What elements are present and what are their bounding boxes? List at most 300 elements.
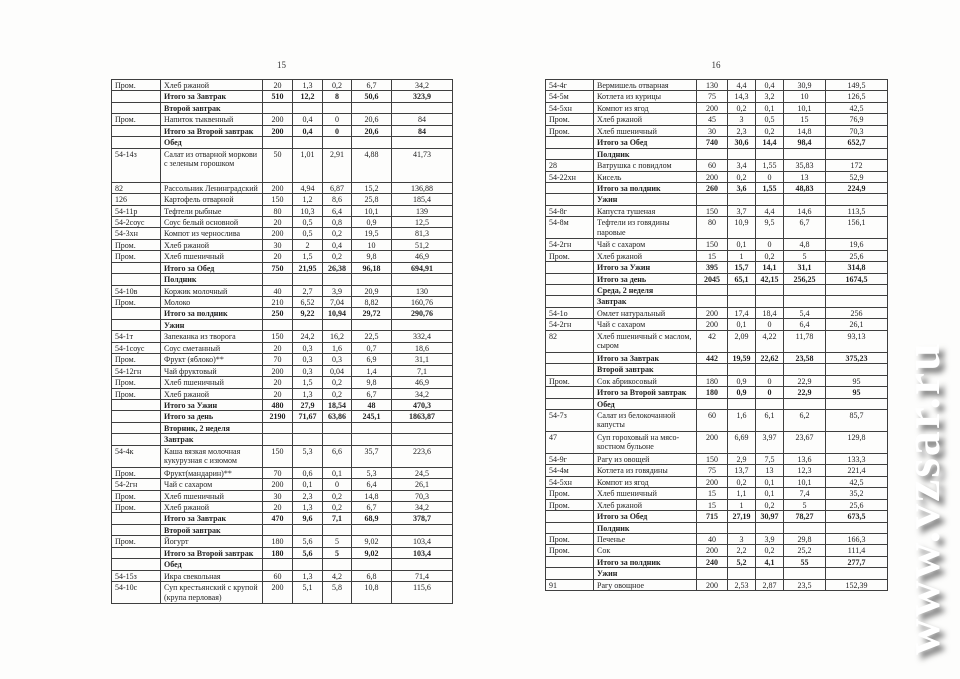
carbs: 5,3	[352, 467, 392, 478]
dish-row	[546, 499, 888, 510]
dish-name: Сок	[594, 545, 697, 556]
dish-name: Тефтели из говядины паровые	[594, 217, 697, 239]
calories: 81,3	[392, 228, 453, 239]
protein	[293, 434, 323, 445]
fat: 3,9	[756, 534, 784, 545]
dish-name: Суп крестьянский с крупой (крупа перловая)	[161, 582, 263, 604]
fat: 0,2	[756, 125, 784, 136]
protein: 17,4	[728, 307, 756, 318]
portion-weight	[697, 522, 728, 533]
fat: 8,6	[323, 194, 352, 205]
portion-weight: 75	[697, 465, 728, 476]
portion-weight	[263, 274, 293, 285]
calories: 42,5	[826, 102, 888, 113]
carbs: 4,8	[784, 239, 826, 250]
protein	[728, 568, 756, 579]
portion-weight: 60	[697, 160, 728, 171]
page-number-right: 16	[711, 60, 721, 70]
dish-name: Икра свекольная	[161, 570, 263, 581]
carbs: 15	[784, 114, 826, 125]
carbs: 29,72	[352, 308, 392, 319]
protein: 2,3	[293, 490, 323, 501]
dish-name: Хлеб пшеничный с маслом, сыром	[594, 330, 697, 352]
carbs: 48	[352, 399, 392, 410]
dish-row	[546, 534, 888, 545]
carbs: 6,2	[784, 409, 826, 431]
carbs	[352, 559, 392, 570]
portion-weight: 395	[697, 262, 728, 273]
carbs	[352, 434, 392, 445]
dish-name: Вермишель отварная	[594, 80, 697, 91]
portion-weight: 150	[263, 194, 293, 205]
fat: 13	[756, 465, 784, 476]
row-code: Пром.	[546, 125, 594, 136]
total-row	[112, 91, 453, 102]
dish-name: Полдник	[161, 274, 263, 285]
portion-weight: 510	[263, 91, 293, 102]
calories: 149,5	[826, 80, 888, 91]
total-row	[546, 137, 888, 148]
protein	[293, 422, 323, 433]
protein: 0,1	[293, 479, 323, 490]
carbs	[352, 274, 392, 285]
carbs: 10,8	[352, 582, 392, 604]
total-row	[546, 387, 888, 398]
protein: 0,9	[728, 375, 756, 386]
row-code: 54-1соус	[112, 342, 161, 353]
fat: 0,2	[323, 388, 352, 399]
carbs: 6,8	[352, 570, 392, 581]
protein: 5,3	[293, 445, 323, 467]
portion-weight: 40	[263, 285, 293, 296]
row-code	[546, 137, 594, 148]
portion-weight: 60	[697, 409, 728, 431]
protein: 0,2	[728, 171, 756, 182]
dish-name: Соус сметанный	[161, 342, 263, 353]
dish-name: Картофель отварной	[161, 194, 263, 205]
dish-row	[112, 331, 453, 342]
row-code: 54-9г	[546, 453, 594, 464]
carbs: 6,7	[352, 502, 392, 513]
protein: 4,4	[728, 80, 756, 91]
portion-weight: 20	[263, 80, 293, 91]
section-row	[112, 422, 453, 433]
row-code: 54-10с	[112, 582, 161, 604]
dish-row	[546, 307, 888, 318]
portion-weight: 150	[697, 239, 728, 250]
fat: 0,1	[323, 467, 352, 478]
portion-weight: 260	[697, 182, 728, 193]
calories: 139	[392, 205, 453, 216]
carbs: 10	[352, 239, 392, 250]
carbs	[784, 568, 826, 579]
row-code: Пром.	[546, 250, 594, 261]
fat: 7,5	[756, 453, 784, 464]
row-code: Пром.	[546, 534, 594, 545]
calories	[826, 364, 888, 375]
calories: 51,2	[392, 239, 453, 250]
dish-row	[112, 490, 453, 501]
section-row	[112, 137, 453, 148]
row-code: 54-14з	[112, 148, 161, 182]
dish-row	[112, 114, 453, 125]
fat: 0	[756, 319, 784, 330]
dish-name: Хлеб пшеничный	[161, 251, 263, 262]
calories	[826, 522, 888, 533]
carbs	[784, 148, 826, 159]
dish-row	[112, 582, 453, 604]
fat: 6,87	[323, 182, 352, 193]
portion-weight: 200	[697, 319, 728, 330]
dish-name: Печенье	[594, 534, 697, 545]
portion-weight: 180	[263, 536, 293, 547]
carbs: 15,2	[352, 182, 392, 193]
fat	[323, 137, 352, 148]
row-code: 82	[546, 330, 594, 352]
calories: 103,4	[392, 547, 453, 558]
protein: 0,3	[293, 354, 323, 365]
dish-name: Итого за Обед	[594, 511, 697, 522]
row-code: 54-4к	[112, 445, 161, 467]
dish-row	[546, 375, 888, 386]
dish-name: Кисель	[594, 171, 697, 182]
fat: 0,1	[756, 476, 784, 487]
dish-row	[112, 354, 453, 365]
portion-weight: 2190	[263, 411, 293, 422]
protein: 0,1	[728, 239, 756, 250]
portion-weight	[697, 296, 728, 307]
row-code: Пром.	[112, 490, 161, 501]
protein: 1,1	[728, 488, 756, 499]
row-code	[112, 411, 161, 422]
protein	[728, 148, 756, 159]
portion-weight: 75	[697, 91, 728, 102]
fat: 2,87	[756, 579, 784, 590]
row-code: 54-8м	[546, 217, 594, 239]
protein: 1	[728, 250, 756, 261]
row-code	[112, 399, 161, 410]
fat: 0	[756, 375, 784, 386]
calories	[392, 319, 453, 330]
calories: 25,6	[826, 250, 888, 261]
fat: 0,5	[756, 114, 784, 125]
dish-name: Итого за полдник	[594, 182, 697, 193]
protein: 1,5	[293, 251, 323, 262]
row-code: 54-5хн	[546, 476, 594, 487]
fat: 0,1	[756, 488, 784, 499]
dish-row	[112, 80, 453, 91]
carbs: 5,4	[784, 307, 826, 318]
calories: 34,2	[392, 388, 453, 399]
row-code: 82	[112, 182, 161, 193]
section-row	[546, 364, 888, 375]
portion-weight: 80	[263, 205, 293, 216]
total-row	[546, 352, 888, 363]
row-code: 54-2соус	[112, 216, 161, 227]
protein: 1	[728, 499, 756, 510]
carbs: 9,02	[352, 536, 392, 547]
row-code: 28	[546, 160, 594, 171]
dish-name: Компот из ягод	[594, 476, 697, 487]
dish-name: Полдник	[594, 522, 697, 533]
protein: 1,3	[293, 388, 323, 399]
portion-weight: 20	[263, 342, 293, 353]
portion-weight: 30	[263, 490, 293, 501]
dish-name: Итого за Завтрак	[161, 513, 263, 524]
protein: 12,2	[293, 91, 323, 102]
calories: 223,6	[392, 445, 453, 467]
row-code	[112, 524, 161, 535]
portion-weight	[263, 559, 293, 570]
carbs: 68,9	[352, 513, 392, 524]
calories: 34,2	[392, 502, 453, 513]
protein: 1,3	[293, 502, 323, 513]
fat: 7,04	[323, 297, 352, 308]
total-row	[546, 182, 888, 193]
carbs: 245,1	[352, 411, 392, 422]
carbs	[352, 102, 392, 113]
portion-weight: 40	[697, 534, 728, 545]
calories: 26,1	[392, 479, 453, 490]
protein: 2,2	[728, 545, 756, 556]
portion-weight: 70	[263, 354, 293, 365]
total-row	[112, 399, 453, 410]
calories: 24,5	[392, 467, 453, 478]
dish-name: Каша вязкая молочная кукурузная с изюмом	[161, 445, 263, 467]
dish-row	[112, 536, 453, 547]
fat	[323, 422, 352, 433]
calories: 34,2	[392, 80, 453, 91]
fat: 4,4	[756, 205, 784, 216]
carbs	[784, 398, 826, 409]
row-code	[546, 194, 594, 205]
fat: 0,2	[756, 545, 784, 556]
carbs: 4,88	[352, 148, 392, 182]
protein: 13,7	[728, 465, 756, 476]
section-row	[112, 319, 453, 330]
fat: 0	[756, 171, 784, 182]
carbs: 7,4	[784, 488, 826, 499]
total-row	[112, 411, 453, 422]
protein: 0,5	[293, 228, 323, 239]
carbs: 20,6	[352, 125, 392, 136]
fat	[323, 524, 352, 535]
calories: 42,5	[826, 476, 888, 487]
row-code: 54-7з	[546, 409, 594, 431]
row-code	[112, 125, 161, 136]
dish-name: Йогурт	[161, 536, 263, 547]
calories: 290,76	[392, 308, 453, 319]
fat: 0,1	[756, 102, 784, 113]
portion-weight: 20	[263, 216, 293, 227]
protein: 0,6	[293, 467, 323, 478]
carbs: 6,7	[784, 217, 826, 239]
protein: 2	[293, 239, 323, 250]
protein: 5,6	[293, 547, 323, 558]
dish-row	[112, 251, 453, 262]
fat: 14,4	[756, 137, 784, 148]
dish-name: Сок абрикосовый	[594, 375, 697, 386]
dish-row	[112, 445, 453, 467]
row-code: 54-8г	[546, 205, 594, 216]
carbs	[784, 522, 826, 533]
fat: 22,62	[756, 352, 784, 363]
portion-weight: 200	[263, 365, 293, 376]
calories: 332,4	[392, 331, 453, 342]
dish-row	[546, 205, 888, 216]
dish-row	[546, 579, 888, 590]
carbs: 8,82	[352, 297, 392, 308]
calories: 52,9	[826, 171, 888, 182]
total-row	[112, 308, 453, 319]
dish-name: Второй завтрак	[594, 364, 697, 375]
section-row	[546, 398, 888, 409]
row-code: Пром.	[112, 239, 161, 250]
calories	[826, 148, 888, 159]
portion-weight: 180	[697, 387, 728, 398]
section-row	[546, 522, 888, 533]
calories: 71,4	[392, 570, 453, 581]
dish-row	[546, 80, 888, 91]
row-code: 54-1т	[112, 331, 161, 342]
dish-name: Обед	[161, 137, 263, 148]
dish-name: Второй завтрак	[161, 102, 263, 113]
protein: 30,6	[728, 137, 756, 148]
row-code	[112, 137, 161, 148]
portion-weight	[697, 364, 728, 375]
fat: 2,91	[323, 148, 352, 182]
calories: 129,8	[826, 431, 888, 453]
calories	[392, 274, 453, 285]
protein	[293, 559, 323, 570]
fat	[756, 148, 784, 159]
dish-row	[546, 160, 888, 171]
section-row	[546, 296, 888, 307]
total-row	[546, 556, 888, 567]
dish-name: Чай с сахаром	[594, 319, 697, 330]
portion-weight: 210	[263, 297, 293, 308]
dish-name: Второй завтрак	[161, 524, 263, 535]
carbs	[352, 319, 392, 330]
dish-name: Капуста тушеная	[594, 205, 697, 216]
row-code: Пром.	[112, 251, 161, 262]
section-row	[112, 524, 453, 535]
fat: 1,55	[756, 160, 784, 171]
calories: 111,4	[826, 545, 888, 556]
calories: 224,9	[826, 182, 888, 193]
dish-name: Салат из отварной моркови с зеленым горошком	[161, 148, 263, 182]
dish-row	[112, 365, 453, 376]
portion-weight: 240	[697, 556, 728, 567]
fat: 0	[323, 114, 352, 125]
row-code: 54-12гн	[112, 365, 161, 376]
calories: 46,9	[392, 251, 453, 262]
portion-weight: 150	[263, 331, 293, 342]
portion-weight: 45	[697, 114, 728, 125]
fat: 6,4	[323, 205, 352, 216]
protein: 1,01	[293, 148, 323, 182]
dish-name: Ватрушка с повидлом	[594, 160, 697, 171]
dish-name: Тефтели рыбные	[161, 205, 263, 216]
row-code	[112, 308, 161, 319]
dish-row	[112, 228, 453, 239]
dish-row	[546, 545, 888, 556]
protein: 0,2	[728, 476, 756, 487]
dish-row	[546, 431, 888, 453]
dish-name: Хлеб пшеничный	[594, 125, 697, 136]
dish-row	[546, 91, 888, 102]
row-code: 54-3хн	[112, 228, 161, 239]
fat: 0	[323, 479, 352, 490]
portion-weight: 180	[263, 547, 293, 558]
protein: 1,6	[728, 409, 756, 431]
portion-weight: 200	[263, 114, 293, 125]
carbs: 78,27	[784, 511, 826, 522]
protein: 2,53	[728, 579, 756, 590]
carbs: 6,9	[352, 354, 392, 365]
fat: 4,2	[323, 570, 352, 581]
dish-row	[112, 297, 453, 308]
fat: 18,54	[323, 399, 352, 410]
total-row	[112, 513, 453, 524]
dish-name: Ужин	[594, 568, 697, 579]
section-row	[546, 148, 888, 159]
fat: 4,22	[756, 330, 784, 352]
page-number-left: 15	[277, 60, 286, 70]
portion-weight: 200	[697, 476, 728, 487]
fat	[323, 102, 352, 113]
row-code: Пром.	[112, 114, 161, 125]
calories	[392, 559, 453, 570]
carbs: 50,6	[352, 91, 392, 102]
portion-weight: 750	[263, 262, 293, 273]
dish-name: Молоко	[161, 297, 263, 308]
dish-name: Фрукт(мандарин)**	[161, 467, 263, 478]
calories: 130	[392, 285, 453, 296]
fat	[756, 522, 784, 533]
carbs: 12,3	[784, 465, 826, 476]
nutrition-table	[111, 79, 453, 604]
fat	[323, 319, 352, 330]
calories: 103,4	[392, 536, 453, 547]
carbs	[784, 194, 826, 205]
row-code	[112, 422, 161, 433]
dish-name: Хлеб пшеничный	[594, 488, 697, 499]
dish-name: Рагу из овощей	[594, 453, 697, 464]
portion-weight	[697, 398, 728, 409]
carbs: 23,67	[784, 431, 826, 453]
carbs: 14,8	[784, 125, 826, 136]
protein	[293, 102, 323, 113]
calories: 113,5	[826, 205, 888, 216]
row-code	[546, 285, 594, 296]
protein: 24,2	[293, 331, 323, 342]
portion-weight: 20	[263, 377, 293, 388]
carbs: 14,8	[352, 490, 392, 501]
fat: 7,1	[323, 513, 352, 524]
calories: 1674,5	[826, 273, 888, 284]
row-code: Пром.	[112, 354, 161, 365]
portion-weight: 15	[697, 499, 728, 510]
row-code: Пром.	[546, 499, 594, 510]
row-code	[112, 434, 161, 445]
row-code: 54-22хн	[546, 171, 594, 182]
row-code	[546, 511, 594, 522]
fat	[756, 296, 784, 307]
calories	[392, 102, 453, 113]
dish-name: Котлета из говядины	[594, 465, 697, 476]
fat: 3,97	[756, 431, 784, 453]
